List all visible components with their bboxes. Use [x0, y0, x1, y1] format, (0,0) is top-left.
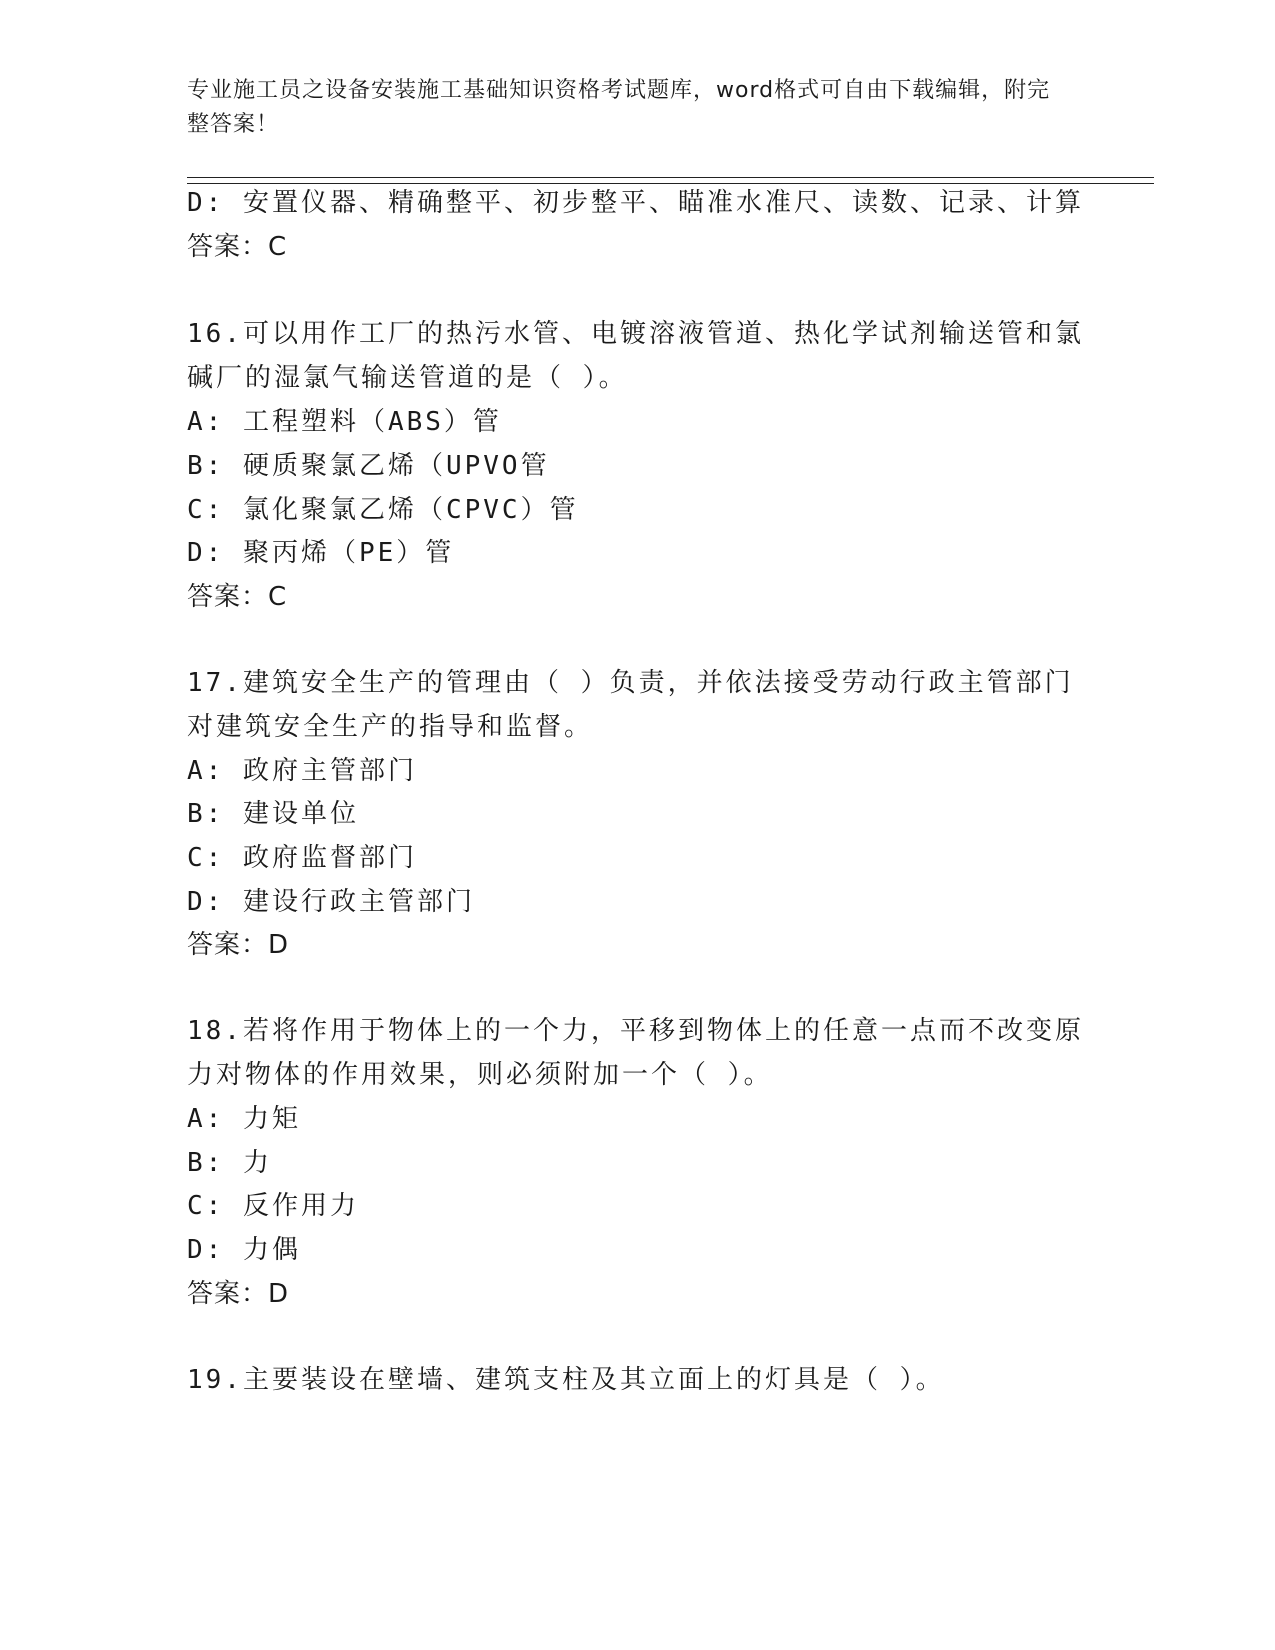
q16-option-b: B: 硬质聚氯乙烯（UPVO管 — [187, 451, 550, 481]
q18-option-a: A: 力矩 — [187, 1104, 301, 1134]
q16-option-d: D: 聚丙烯（PE）管 — [187, 538, 455, 568]
q18-option-c: C: 反作用力 — [187, 1191, 359, 1221]
prev-answer: 答案：C — [187, 232, 288, 262]
prev-option-d: D: 安置仪器、精确整平、初步整平、瞄准水准尺、读数、记录、计算 — [187, 188, 1084, 218]
document-header: 专业施工员之设备安装施工基础知识资格考试题库，word格式可自由下载编辑，附完整答案！ — [187, 78, 1051, 137]
q18-option-d: D: 力偶 — [187, 1235, 301, 1265]
q18-option-b: B: 力 — [187, 1148, 272, 1178]
q18-stem-line2: 力对物体的作用效果，则必须附加一个（ ）。 — [187, 1060, 773, 1090]
q16-answer: 答案：C — [187, 582, 288, 612]
q16-stem-line2: 碱厂的湿氯气输送管道的是（ ）。 — [187, 363, 628, 393]
q17-option-c: C: 政府监督部门 — [187, 843, 417, 873]
q18-answer: 答案：D — [187, 1279, 290, 1309]
q17-option-d: D: 建设行政主管部门 — [187, 887, 475, 917]
q18-stem-line1: 18.若将作用于物体上的一个力，平移到物体上的任意一点而不改变原 — [187, 1016, 1084, 1046]
q17-option-b: B: 建设单位 — [187, 799, 359, 829]
q17-stem-line1: 17.建筑安全生产的管理由（ ）负责，并依法接受劳动行政主管部门 — [187, 668, 1074, 698]
q16-option-c: C: 氯化聚氯乙烯（CPVC）管 — [187, 495, 579, 525]
q17-stem-line2: 对建筑安全生产的指导和监督。 — [187, 712, 594, 742]
q17-answer: 答案：D — [187, 930, 290, 960]
q19-stem-line1: 19.主要装设在壁墙、建筑支柱及其立面上的灯具是（ ）。 — [187, 1365, 945, 1395]
q17-option-a: A: 政府主管部门 — [187, 756, 417, 786]
header-rule-top — [187, 177, 1154, 178]
q16-stem-line1: 16.可以用作工厂的热污水管、电镀溶液管道、热化学试剂输送管和氯 — [187, 319, 1084, 349]
q16-option-a: A: 工程塑料（ABS）管 — [187, 407, 502, 437]
